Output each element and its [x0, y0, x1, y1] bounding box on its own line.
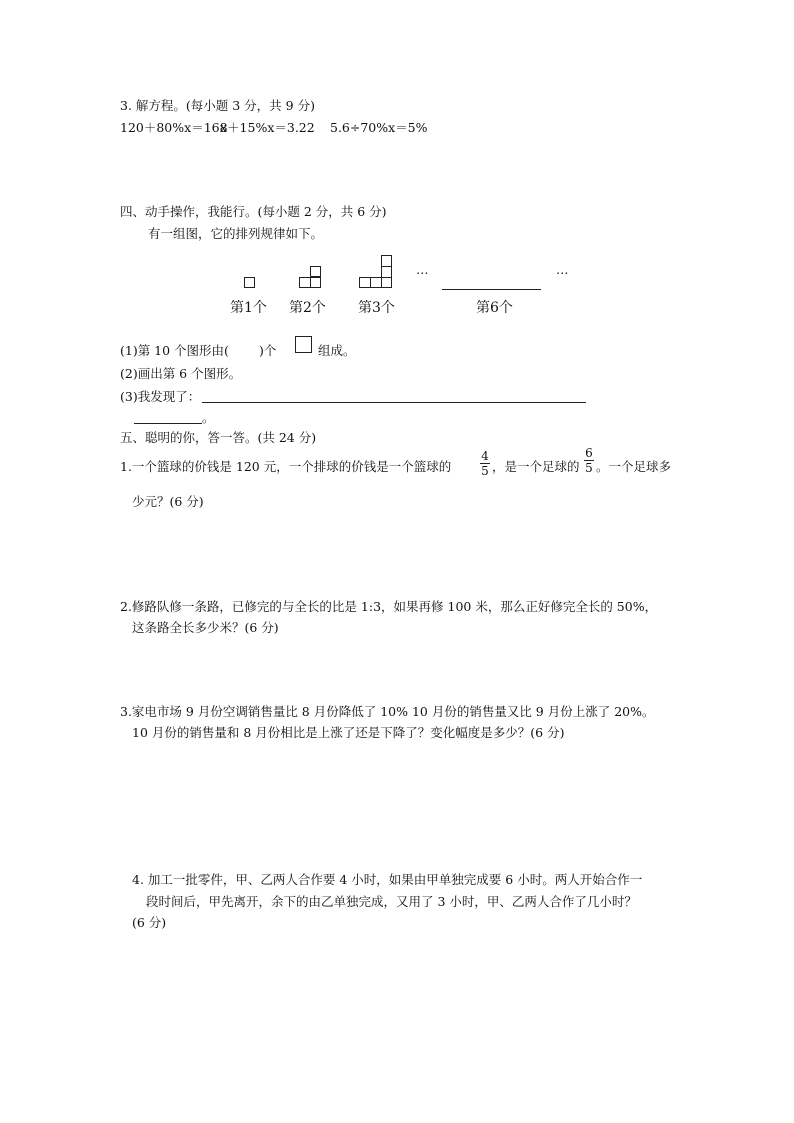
equation-3: 5.6÷70%x＝5% [330, 120, 428, 135]
q3-title: 3. 解方程。(每小题 3 分，共 9 分) [120, 98, 315, 113]
q4-3-label: (3)我发现了： [120, 389, 201, 404]
problem-4-line-1: 4. 加工一批零件，甲、乙两人合作要 4 小时，如果由甲单独完成要 6 小时。两人开始合作一 [132, 872, 643, 887]
q4-1-mid: )个 [258, 343, 277, 358]
fraction-numerator: 4 [481, 449, 489, 463]
figure-label-1: 第1个 [230, 300, 267, 316]
q4-3-period: 。 [202, 410, 215, 425]
section-5-title: 五、聪明的你，答一答。(共 24 分) [120, 430, 317, 445]
q4-1-pre: (1)第 10 个图形由( [120, 343, 229, 358]
square [381, 277, 392, 288]
problem-1-line-1a: 1.一个篮球的价钱是 120 元，一个排球的价钱是一个篮球的 [120, 459, 452, 474]
problem-1-line-1b: ，是一个足球的 [492, 459, 580, 474]
ellipsis-2: … [556, 262, 569, 277]
figure-label-2: 第2个 [289, 300, 326, 316]
fraction-denominator: 5 [481, 464, 489, 478]
problem-2-line-1: 2.修路队修一条路，已修完的与全长的比是 1:3，如果再修 100 米，那么正好修完全长的 50%， [120, 599, 658, 614]
square-icon [295, 336, 312, 353]
square [310, 277, 321, 288]
square [310, 266, 321, 277]
fraction-4-5 [480, 450, 490, 477]
fraction-denominator: 5 [585, 461, 593, 475]
fraction-numerator: 6 [585, 446, 593, 460]
q4-3-answer-line-1[interactable] [202, 402, 586, 403]
figure-label-6: 第6个 [476, 300, 513, 316]
figure-label-3: 第3个 [358, 300, 395, 316]
problem-1-line-1c: 。一个足球多 [596, 459, 672, 474]
square [244, 277, 255, 288]
q4-2: (2)画出第 6 个图形。 [120, 366, 242, 381]
equation-1: 120＋80%x＝168 [120, 120, 228, 135]
problem-1-line-2: 少元？(6 分) [132, 494, 204, 509]
q4-3-answer-line-2[interactable] [134, 423, 202, 424]
problem-3-line-2: 10 月份的销售量和 8 月份相比是上涨了还是下降了？变化幅度是多少？(6 分) [132, 725, 565, 740]
figure-6-blank-line [442, 289, 541, 290]
problem-4-line-2: 段时间后，甲先离开，余下的由乙单独完成，又用了 3 小时，甲、乙两人合作了几小时？ [146, 894, 637, 909]
problem-3-line-1: 3.家电市场 9 月份空调销售量比 8 月份降低了 10% 10 月份的销售量又比 9 月份上涨了 20%。 [120, 704, 655, 719]
problem-4-line-3: (6 分) [132, 915, 167, 930]
section-4-intro: 有一组图，它的排列规律如下。 [148, 226, 324, 241]
fraction-6-5 [584, 447, 594, 474]
section-4-title: 四、动手操作，我能行。(每小题 2 分，共 6 分) [120, 204, 387, 219]
ellipsis-1: … [416, 262, 429, 277]
q4-1 [120, 343, 276, 359]
problem-2-line-2: 这条路全长多少米？(6 分) [132, 620, 279, 635]
q4-1-post: 组成。 [318, 343, 356, 358]
equation-2: x＋15%x＝3.22 [220, 120, 315, 135]
